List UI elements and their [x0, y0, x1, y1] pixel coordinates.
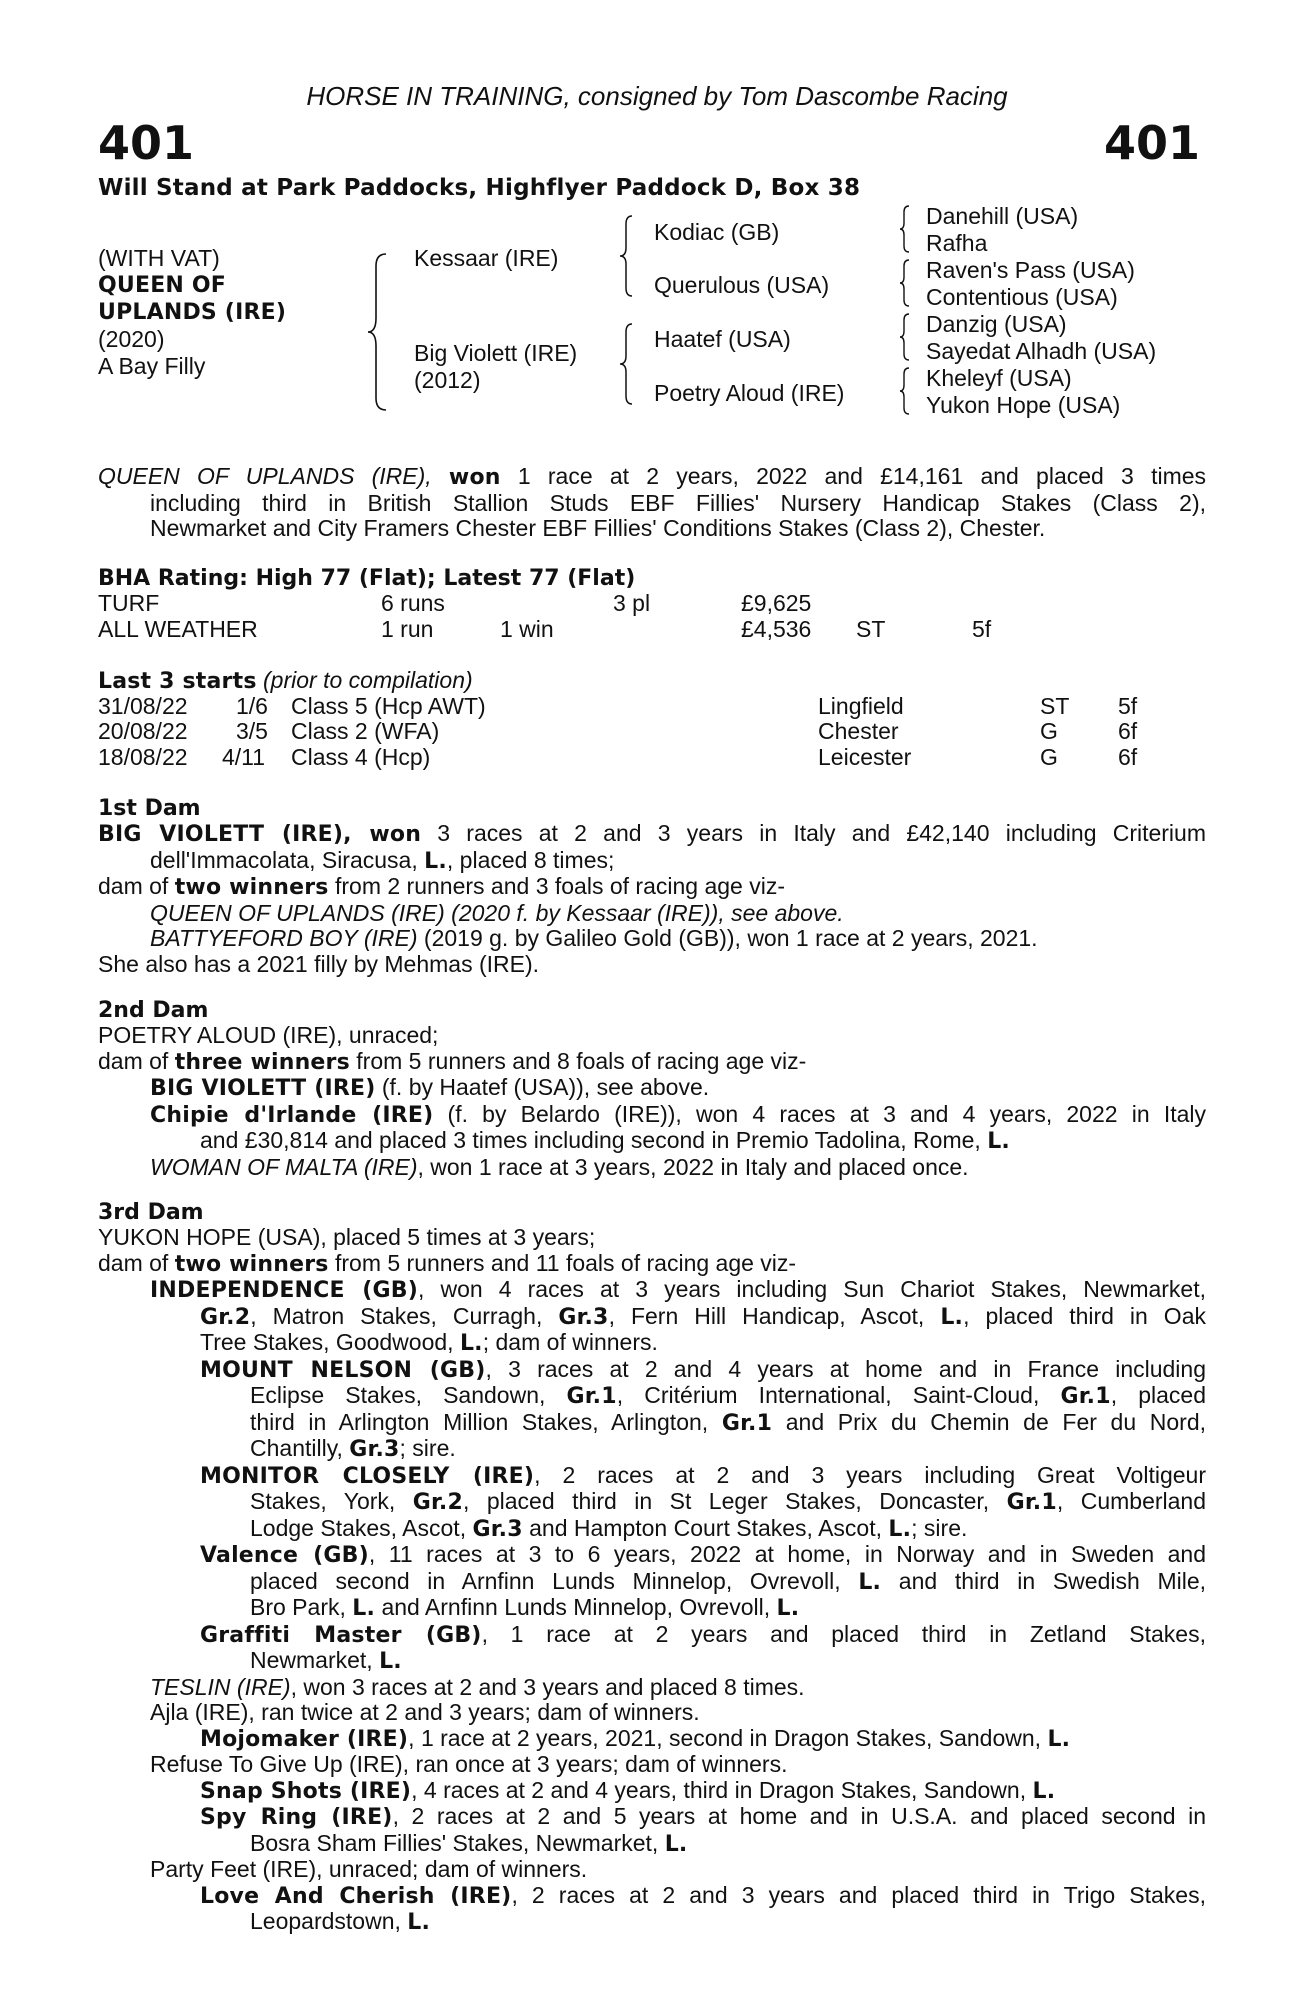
valence-line3b: and Arnfinn Lunds Minnelop, Ovrevoll, — [381, 1594, 771, 1620]
pedigree-brace-gg2 — [898, 258, 912, 308]
start-row — [98, 719, 1206, 745]
turf-label: TURF — [98, 590, 160, 616]
pedigree-brace-gg1 — [898, 204, 912, 254]
mount-nelson-line2b: , Critérium International, Saint-Cloud, — [616, 1382, 1040, 1408]
dam1-heading: 1st Dam — [98, 796, 201, 821]
pedigree-brace-gg4 — [898, 366, 912, 416]
pedigree-dam-sire: Haatef (USA) — [654, 326, 791, 352]
pedigree-brace-gg3 — [898, 312, 912, 362]
snap-shots-detail: , 4 races at 2 and 4 years, third in Dragon Stakes, Sandown, — [411, 1776, 1027, 1803]
start-date: 31/08/22 — [98, 693, 188, 719]
dam1-line6: She also has a 2021 filly by Mehmas (IRE). — [98, 950, 540, 977]
dam1-line3a: dam of — [98, 873, 169, 899]
grade: Gr.2 — [200, 1304, 251, 1330]
dam3-winners: two winners — [174, 1251, 329, 1277]
rating-row-turf — [98, 591, 1206, 617]
grade: Gr.1 — [1060, 1384, 1111, 1409]
dam2-line1: POETRY ALOUD (IRE), unraced; — [98, 1022, 439, 1048]
summary-line1: 1 race at 2 years, 2022 and £14,161 and placed 3 times — [517, 463, 1207, 489]
listed: L. — [940, 1304, 964, 1330]
summary-won: won — [448, 465, 501, 490]
mojomaker-detail: , 1 race at 2 years, 2021, second in Dragon Stakes, Sandown, — [408, 1724, 1042, 1751]
spy-ring-name: Spy Ring (IRE) — [200, 1805, 393, 1830]
graffiti-master-name: Graffiti Master (GB) — [200, 1622, 482, 1648]
party-feet-detail: Party Feet (IRE), unraced; dam of winners. — [150, 1856, 588, 1882]
dam2-progeny-3-detail: , won 1 race at 3 years, 2022 in Italy and placed once. — [417, 1153, 969, 1180]
start-going: ST — [1040, 693, 1070, 719]
dam2-progeny-2-detail: (f. by Belardo (IRE)), won 4 races at 3 and 4 years, 2022 in Italy — [447, 1100, 1206, 1127]
spy-ring-line1: , 2 races at 2 and 5 years at home and in U.S.A. and placed second in — [392, 1803, 1207, 1829]
dam3-line2a: dam of — [98, 1249, 169, 1276]
monitor-closely-line2c: , Cumberland — [1056, 1488, 1207, 1514]
start-distance: 6f — [1118, 718, 1138, 744]
grade: Gr.2 — [412, 1490, 464, 1515]
dam2-progeny-3-name: WOMAN OF MALTA (IRE) — [150, 1153, 418, 1180]
listed: L. — [352, 1596, 376, 1621]
grade: Gr.3 — [349, 1437, 400, 1462]
pedigree-ggp-4: Contentious (USA) — [926, 284, 1118, 310]
grade: Gr.3 — [558, 1304, 609, 1330]
vat-note: (WITH VAT) — [98, 245, 220, 271]
listed: L. — [1047, 1726, 1071, 1752]
monitor-closely-line2a: Stakes, York, — [250, 1488, 396, 1514]
listed: L. — [1032, 1778, 1056, 1804]
valence-line1: , 11 races at 3 to 6 years, 2022 at home, in Norway and in Sweden and — [368, 1541, 1207, 1567]
graffiti-master-line2: Newmarket, — [250, 1647, 373, 1673]
grade: Gr.1 — [721, 1410, 773, 1436]
pedigree-brace-dam — [618, 322, 636, 406]
aw-dist: 5f — [972, 616, 992, 642]
dam2-progeny-1-name: BIG VIOLETT (IRE) — [150, 1076, 376, 1101]
horse-year: (2020) — [98, 326, 165, 352]
rating-heading: BHA Rating: High 77 (Flat); Latest 77 (Flat) — [98, 566, 636, 591]
start-course: Leicester — [818, 744, 912, 770]
listed: L. — [379, 1649, 402, 1674]
dam2-line5a: and £30,814 and placed 3 times including second in Premio Tadolina, Rome, — [200, 1127, 981, 1153]
start-position: 1/6 — [236, 693, 268, 719]
pedigree-brace-sire — [618, 214, 636, 298]
race-summary — [98, 464, 1206, 542]
valence-line2b: and third in Swedish Mile, — [898, 1567, 1207, 1594]
mount-nelson-line2c: , placed — [1110, 1382, 1207, 1408]
mount-nelson-line4a: Chantilly, — [250, 1435, 343, 1461]
pedigree-ggp-3: Raven's Pass (USA) — [926, 257, 1135, 283]
dam2-line2a: dam of — [98, 1047, 169, 1074]
start-course: Chester — [818, 718, 899, 744]
starts-heading: Last 3 starts — [98, 669, 257, 694]
dam1-progeny-2-detail: (2019 g. by Galileo Gold (GB)), won 1 race at 2 years, 2021. — [423, 925, 1038, 951]
independence-line1: , won 4 races at 3 years including Sun Chariot Stakes, Newmarket, — [418, 1276, 1206, 1302]
start-date: 18/08/22 — [98, 744, 188, 770]
pedigree-ggp-8: Yukon Hope (USA) — [926, 392, 1121, 418]
dam1-line2c: , placed 8 times; — [446, 846, 615, 873]
horse-description: A Bay Filly — [98, 353, 206, 379]
pedigree-sire-dam: Querulous (USA) — [654, 272, 830, 298]
dam1-line2a: dell'Immacolata, Siracusa, — [150, 846, 418, 873]
monitor-closely-line1: , 2 races at 2 and 3 years including Great Voltigeur — [534, 1461, 1206, 1488]
aw-wins: 1 win — [500, 616, 554, 642]
love-and-cherish-name: Love And Cherish (IRE) — [200, 1883, 512, 1909]
aw-going: ST — [856, 616, 886, 642]
dam2-line2c: from 5 runners and 8 foals of racing age viz- — [356, 1047, 807, 1074]
dam2-progeny-2-name: Chipie d'Irlande (IRE) — [150, 1102, 434, 1128]
monitor-closely-line3c: ; sire. — [911, 1514, 968, 1541]
dam1-winners: two winners — [174, 875, 329, 900]
independence-line3b: ; dam of winners. — [482, 1329, 658, 1355]
dam1-line3c: from 2 runners and 3 foals of racing age viz- — [334, 873, 785, 899]
start-position: 4/11 — [222, 744, 266, 770]
listed: L. — [459, 1331, 483, 1356]
aw-runs: 1 run — [381, 616, 434, 642]
independence-line2c: , placed third in Oak — [963, 1302, 1206, 1329]
dam1-progeny-1: QUEEN OF UPLANDS (IRE) (2020 f. by Kessaar (IRE)), see above. — [150, 899, 844, 926]
valence-name: Valence (GB) — [200, 1543, 369, 1568]
dam2-winners: three winners — [174, 1049, 350, 1075]
graffiti-master-line1: , 1 race at 2 years and placed third in Zetland Stakes, — [481, 1620, 1206, 1647]
independence-line2a: , Matron Stakes, Curragh, — [250, 1302, 543, 1329]
dam1-name: BIG VIOLETT (IRE), won — [98, 822, 422, 847]
listed: L. — [664, 1831, 688, 1857]
horse-name-line1: QUEEN OF — [98, 273, 227, 298]
starts-note: (prior to compilation) — [263, 667, 473, 693]
start-class: Class 4 (Hcp) — [291, 744, 431, 770]
dam3-heading: 3rd Dam — [98, 1200, 204, 1225]
mount-nelson-line4b: ; sire. — [399, 1435, 456, 1461]
pedigree-ggp-2: Rafha — [926, 230, 988, 256]
teslin-name: TESLIN (IRE) — [150, 1673, 291, 1700]
mount-nelson-line3b: and Prix du Chemin de Fer du Nord, — [785, 1408, 1207, 1435]
summary-line3: Newmarket and City Framers Chester EBF Fillies' Conditions Stakes (Class 2), Chester. — [150, 515, 1046, 541]
pedigree-ggp-7: Kheleyf (USA) — [926, 365, 1072, 391]
listed: L. — [407, 1910, 431, 1935]
ajla-detail: Ajla (IRE), ran twice at 2 and 3 years; dam of winners. — [150, 1699, 700, 1725]
pedigree-ggp-5: Danzig (USA) — [926, 311, 1067, 337]
start-distance: 5f — [1118, 693, 1138, 719]
pedigree-dam: Big Violett (IRE) — [414, 340, 578, 366]
pedigree-dam-year: (2012) — [414, 367, 481, 393]
pedigree-ggp-6: Sayedat Alhadh (USA) — [926, 338, 1157, 364]
dam1-line1: 3 races at 2 and 3 years in Italy and £42,140 including Criterium — [437, 820, 1206, 846]
summary-horse-name: QUEEN OF UPLANDS (IRE), — [98, 463, 432, 489]
independence-name: INDEPENDENCE (GB) — [150, 1278, 419, 1303]
rating-row-aw — [98, 617, 1206, 643]
monitor-closely-line2b: , placed third in St Leger Stakes, Doncaster, — [463, 1488, 990, 1514]
start-date: 20/08/22 — [98, 718, 188, 744]
start-going: G — [1040, 718, 1058, 744]
dam1-listed: L. — [424, 848, 447, 874]
lot-number-right: 401 — [1103, 116, 1200, 170]
independence-line2b: , Fern Hill Handicap, Ascot, — [608, 1302, 925, 1329]
dam3-line1: YUKON HOPE (USA), placed 5 times at 3 years; — [98, 1224, 596, 1250]
start-row — [98, 694, 1206, 720]
pedigree-ggp-1: Danehill (USA) — [926, 203, 1079, 229]
mount-nelson-line1: , 3 races at 2 and 4 years at home and in France including — [485, 1355, 1206, 1382]
valence-line2a: placed second in Arnfinn Lunds Minnelop, Ovrevoll, — [250, 1567, 841, 1594]
start-row — [98, 745, 1206, 771]
mount-nelson-name: MOUNT NELSON (GB) — [200, 1357, 486, 1383]
start-class: Class 2 (WFA) — [291, 718, 440, 744]
monitor-closely-line3a: Lodge Stakes, Ascot, — [250, 1514, 467, 1541]
lot-number-left: 401 — [98, 116, 195, 170]
turf-prize: £9,625 — [741, 590, 812, 616]
monitor-closely-name: MONITOR CLOSELY (IRE) — [200, 1463, 535, 1489]
monitor-closely-line3b: and Hampton Court Stakes, Ascot, — [529, 1514, 882, 1541]
love-and-cherish-line2: Leopardstown, — [250, 1908, 401, 1934]
mojomaker-name: Mojomaker (IRE) — [200, 1726, 409, 1752]
grade: Gr.1 — [1006, 1490, 1057, 1515]
starts-heading-line — [98, 668, 473, 695]
pedigree-sire: Kessaar (IRE) — [414, 245, 559, 271]
mount-nelson-line2a: Eclipse Stakes, Sandown, — [250, 1382, 546, 1408]
listed: L. — [776, 1596, 800, 1621]
summary-line2: including third in British Stallion Studs EBF Fillies' Nursery Handicap Stakes (Class 2), — [150, 489, 1206, 516]
dam2-section — [98, 1023, 1206, 1180]
start-going: G — [1040, 744, 1058, 770]
start-course: Lingfield — [818, 693, 904, 719]
independence-line3a: Tree Stakes, Goodwood, — [200, 1329, 454, 1355]
dam2-heading: 2nd Dam — [98, 998, 209, 1023]
dam3-line2c: from 5 runners and 11 foals of racing age viz- — [334, 1249, 797, 1276]
start-distance: 6f — [1118, 744, 1138, 770]
listed: L. — [888, 1516, 912, 1542]
teslin-detail: , won 3 races at 2 and 3 years and placed 8 times. — [290, 1673, 805, 1700]
spy-ring-line2: Bosra Sham Fillies' Stakes, Newmarket, — [250, 1829, 659, 1856]
grade: Gr.3 — [472, 1516, 523, 1542]
pedigree-sire-sire: Kodiac (GB) — [654, 219, 780, 245]
grade: Gr.1 — [566, 1384, 617, 1409]
dam1-section — [98, 821, 1206, 977]
horse-name-line2: UPLANDS (IRE) — [98, 300, 287, 325]
start-position: 3/5 — [236, 718, 268, 744]
dam3-section — [98, 1225, 1206, 1936]
dam2-listed: L. — [987, 1129, 1010, 1154]
valence-line3a: Bro Park, — [250, 1594, 346, 1620]
listed: L. — [858, 1569, 882, 1595]
page-title: HORSE IN TRAINING, consigned by Tom Dascombe Racing — [306, 81, 1008, 111]
turf-placed: 3 pl — [613, 590, 651, 616]
pedigree-dam-dam: Poetry Aloud (IRE) — [654, 380, 845, 406]
aw-prize: £4,536 — [741, 616, 812, 642]
aw-label: ALL WEATHER — [98, 616, 258, 642]
stand-location: Will Stand at Park Paddocks, Highflyer Paddock D, Box 38 — [98, 175, 861, 201]
love-and-cherish-line1: , 2 races at 2 and 3 years and placed third in Trigo Stakes, — [511, 1881, 1206, 1908]
snap-shots-name: Snap Shots (IRE) — [200, 1778, 412, 1804]
dam2-progeny-1-detail: (f. by Haatef (USA)), see above. — [381, 1074, 710, 1100]
mount-nelson-line3a: third in Arlington Million Stakes, Arlington, — [250, 1408, 709, 1435]
pedigree-brace-main — [366, 252, 392, 412]
start-class: Class 5 (Hcp AWT) — [291, 693, 486, 719]
dam1-progeny-2-name: BATTYEFORD BOY (IRE) — [150, 925, 418, 951]
refuse-to-give-up-detail: Refuse To Give Up (IRE), ran once at 3 years; dam of winners. — [150, 1751, 788, 1777]
turf-runs: 6 runs — [381, 590, 445, 616]
